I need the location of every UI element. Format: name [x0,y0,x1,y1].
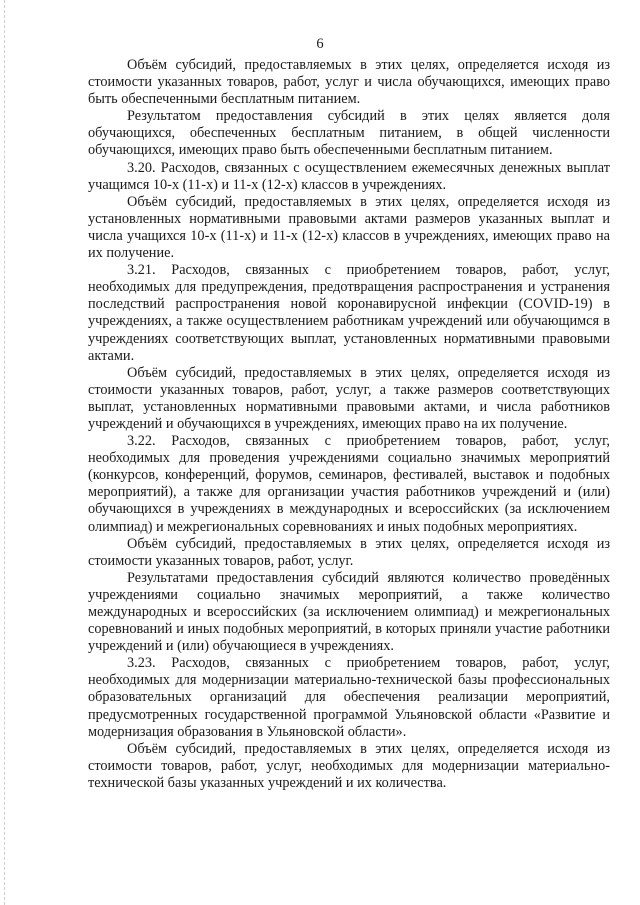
paragraph-results-events: Результатами предоставления субсидий являются количество проведённых учреждениями социально значимых мероприятий, а также количество международных и всероссийских (за исключением олимпиад) и межрегиональных соревнований и иных подобных мероприятий, в которых приняли участие работники учреждений и (или) обучающиеся в учреждениях. [88,569,610,655]
paragraph-clause-3-22: 3.22. Расходов, связанных с приобретением товаров, работ, услуг, необходимых для проведения учреждениями социально значимых мероприятий (конкурсов, конференций, форумов, семинаров, фестивалей, выставок и подобных мероприятий), а также для организации участия работников учреждений и (или) обучающихся в учреждениях в международных и всероссийских (за исключением олимпиад) и межрегиональных соревнованиях и иных подобных мероприятиях. [88,433,610,535]
paragraph-subsidy-volume-payments: Объём субсидий, предоставляемых в этих целях, определяется исходя из установленных нормативными правовыми актами размеров указанных выплат и числа учащихся 10-х (11-х) и 11-х (12-х) классов в учреждениях, имеющих право на их получение. [88,193,610,262]
document-body [88,57,610,792]
page-number: 6 [316,36,324,52]
paragraph-subsidy-volume-meals: Объём субсидий, предоставляемых в этих целях, определяется исходя из стоимости указанных товаров, работ, услуг и числа обучающихся, имеющих право быть обеспеченными бесплатным питанием. [88,57,610,108]
paragraph-clause-3-23: 3.23. Расходов, связанных с приобретением товаров, работ, услуг, необходимых для модернизации материально-технической базы профессиональных образовательных организаций для обеспечения реализации мероприятий, предусмотренных государственной программой Ульяновской области «Развитие и модернизация образования в Ульяновской области». [88,655,610,740]
paragraph-result-meals: Результатом предоставления субсидий в этих целях является доля обучающихся, обеспеченных бесплатным питанием, в общей численности обучающихся, имеющих право быть обеспеченными бесплатным питанием. [88,108,610,159]
paragraph-subsidy-volume-modernization: Объём субсидий, предоставляемых в этих целях, определяется исходя из стоимости товаров, работ, услуг, необходимых для модернизации материально-технической базы указанных учреждений и их количества. [88,740,610,791]
paragraph-clause-3-20: 3.20. Расходов, связанных с осуществлением ежемесячных денежных выплат учащимся 10-х (11-х) и 11-х (12-х) классов в учреждениях. [88,159,610,193]
paragraph-clause-3-21: 3.21. Расходов, связанных с приобретением товаров, работ, услуг, необходимых для предупреждения, предотвращения распространения и устранения последствий распространения новой коронавирусной инфекции (COVID-19) в учреждениях, а также осуществлением работникам учреждений или обучающимся в учреждениях соответствующих выплат, установленных нормативными правовыми актами. [88,262,610,364]
paragraph-subsidy-volume-covid: Объём субсидий, предоставляемых в этих целях, определяется исходя из стоимости указанных товаров, работ, услуг, а также размеров соответствующих выплат, установленных нормативными правовыми актами, и числа работников учреждений и обучающихся в учреждениях, имеющих право на их получение. [88,364,610,432]
scan-edge-line [4,0,5,905]
paragraph-subsidy-volume-events: Объём субсидий, предоставляемых в этих целях, определяется исходя из стоимости указанных товаров, работ, услуг. [88,535,610,569]
